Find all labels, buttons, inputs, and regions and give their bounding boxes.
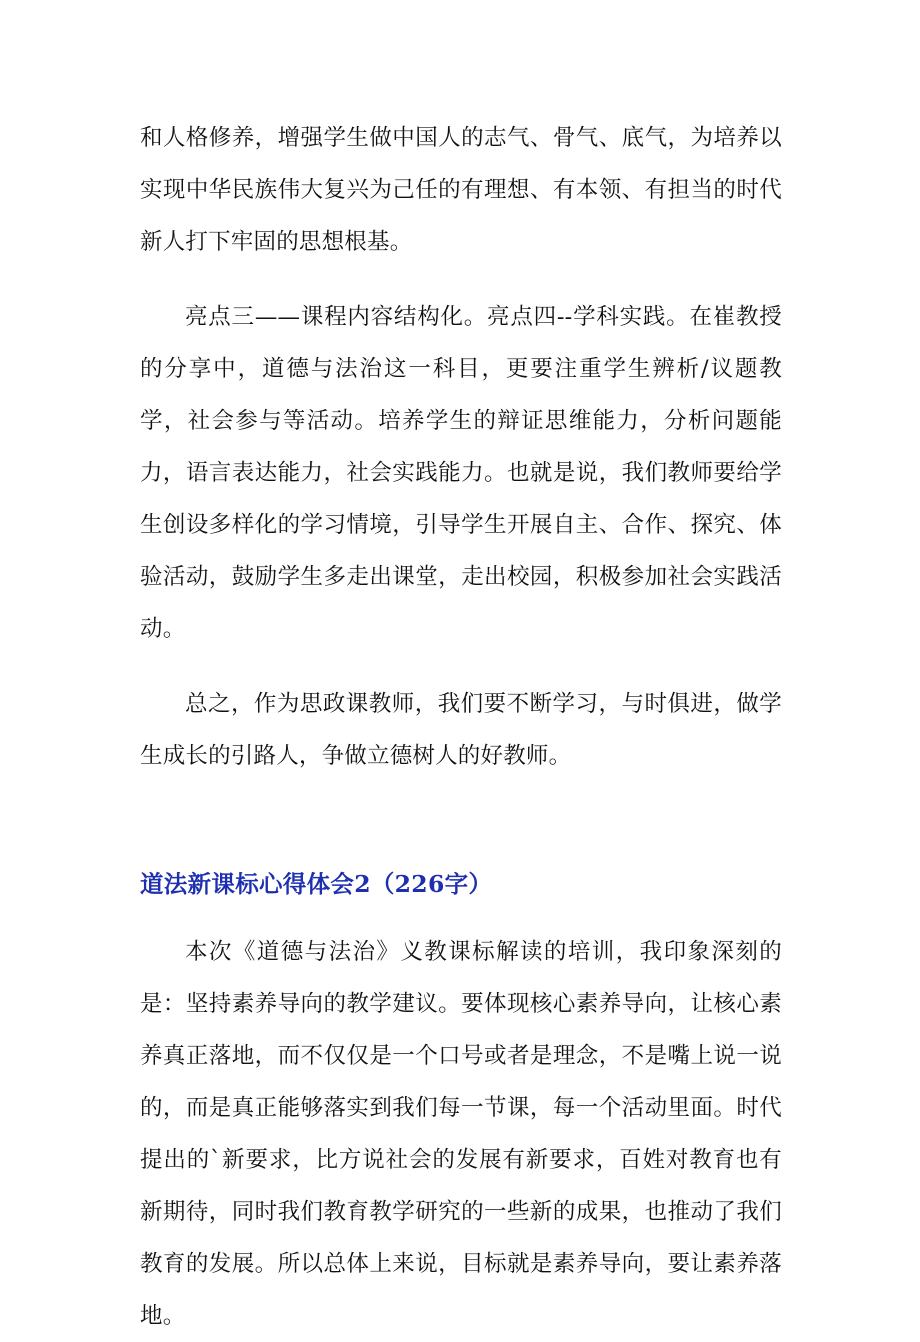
paragraph-highlights: 亮点三——课程内容结构化。亮点四--学科实践。在崔教授的分享中，道德与法治这一科目，更要注重学生辨析/议题教学，社会参与等活动。培养学生的辩证思维能力，分析问题能力，语言表达能力，社会实践能力。也就是说，我们教师要给学生创设多样化的学习情境，引导学生开展自主、合作、探究、体验活动，鼓励学生多走出课堂，走出校园，积极参加社会实践活动。 [140, 304, 782, 642]
paragraph-conclusion: 总之，作为思政课教师，我们要不断学习，与时俱进，做学生成长的引路人，争做立德树人的好教师。 [140, 691, 782, 769]
paragraph-continuation: 和人格修养，增强学生做中国人的志气、骨气、底气，为培养以实现中华民族伟大复兴为己任的有理想、有本领、有担当的时代新人打下牢固的思想根基。 [140, 125, 782, 255]
section-heading: 道法新课标心得体会2（226字） [140, 870, 493, 898]
paragraph-section-body: 本次《道德与法治》义教课标解读的培训，我印象深刻的是：坚持素养导向的教学建议。要体现核心素养导向，让核心素养真正落地，而不仅仅是一个口号或者是理念，不是嘴上说一说的，而是真正能够落实到我们每一节课，每一个活动里面。时代提出的`新要求，比方说社会的发展有新要求，百姓对教育也有新期待，同时我们教育教学研究的一些新的成果，也推动了我们教育的发展。所以总体上来说，目标就是素养导向，要让素养落地。 [140, 939, 782, 1329]
